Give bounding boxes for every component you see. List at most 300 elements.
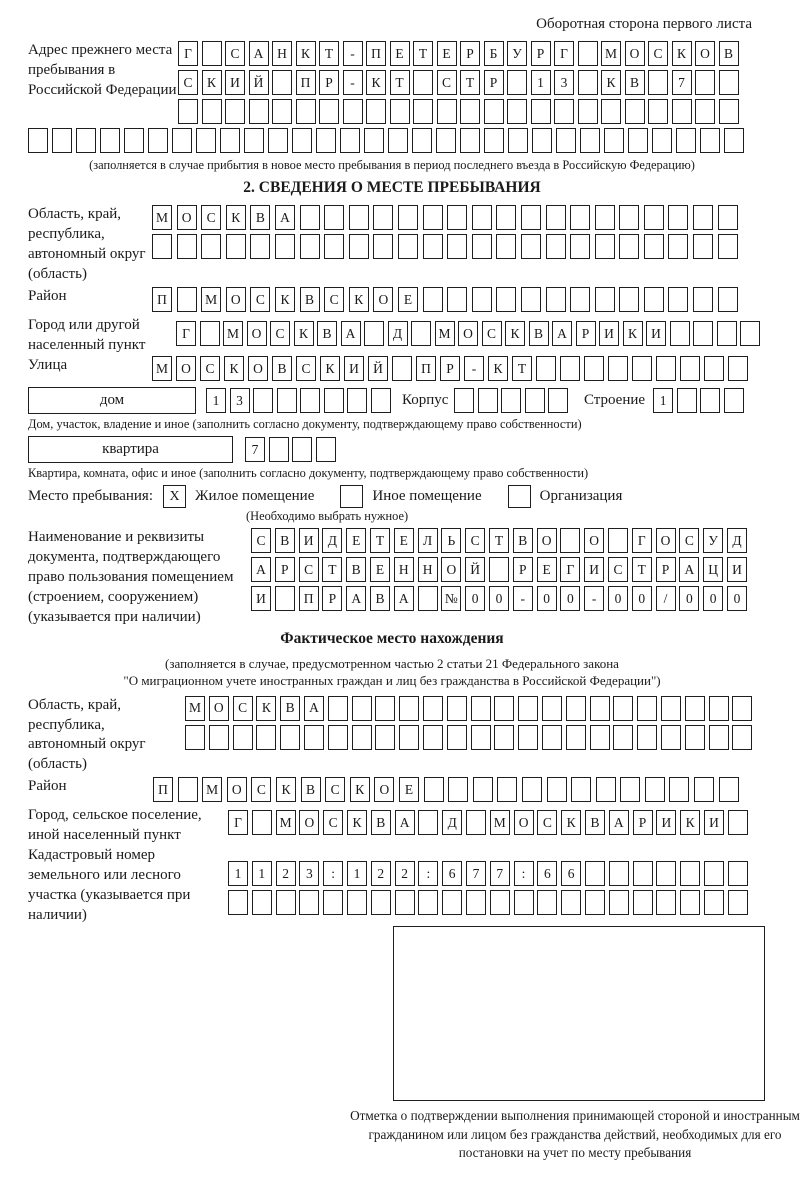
form-cell: Д — [322, 528, 342, 553]
form-cell: К — [349, 287, 369, 312]
form-cell: П — [299, 586, 319, 611]
form-cell — [546, 205, 566, 230]
form-cell — [418, 890, 438, 915]
form-cell — [226, 234, 246, 259]
cell-row — [178, 99, 742, 124]
form-cell — [423, 234, 443, 259]
form-cell — [447, 287, 467, 312]
form-cell — [472, 287, 492, 312]
form-cell — [719, 777, 739, 802]
form-cell — [447, 205, 467, 230]
form-cell — [518, 696, 538, 721]
actual-location-caption-2: "О миграционном учете иностранных граждан и лиц без гражданства в Российской Федерации") — [123, 672, 661, 688]
field-region-2 — [28, 696, 756, 776]
form-cell — [473, 777, 493, 802]
form-cell — [578, 99, 598, 124]
cell-row — [185, 725, 756, 750]
form-cell — [148, 128, 168, 153]
form-cell — [233, 725, 253, 750]
form-cell: / — [656, 586, 676, 611]
form-cell: 3 — [554, 70, 574, 95]
cell-row — [152, 205, 742, 230]
stroenie-cells — [653, 388, 747, 413]
district-2-cells — [153, 777, 743, 806]
form-cell: - — [464, 356, 484, 381]
form-cell — [521, 205, 541, 230]
form-cell — [328, 725, 348, 750]
cell-row — [251, 586, 751, 611]
form-cell — [201, 234, 221, 259]
form-cell: 0 — [727, 586, 747, 611]
form-cell: Ь — [441, 528, 461, 553]
prev-address-cells — [178, 41, 742, 128]
form-cell: О — [299, 810, 319, 835]
form-cell: Р — [460, 41, 480, 66]
form-cell: О — [374, 777, 394, 802]
form-cell: М — [490, 810, 510, 835]
form-cell: 3 — [299, 861, 319, 886]
form-cell — [418, 810, 438, 835]
form-cell: К — [505, 321, 525, 346]
form-cell — [364, 321, 384, 346]
form-cell — [604, 128, 624, 153]
form-cell: Й — [465, 557, 485, 582]
form-cell: О — [441, 557, 461, 582]
form-cell — [423, 287, 443, 312]
form-cell: 0 — [465, 586, 485, 611]
form-cell: 6 — [561, 861, 581, 886]
field-document — [28, 528, 756, 628]
form-cell: А — [609, 810, 629, 835]
form-cell — [324, 234, 344, 259]
form-cell — [268, 128, 288, 153]
form-cell — [507, 70, 527, 95]
form-cell — [178, 99, 198, 124]
district-label: Район — [28, 287, 67, 304]
region-label: Область, край, республика, автономный округ (область) — [28, 206, 146, 282]
form-cell: Р — [576, 321, 596, 346]
form-cell: Г — [560, 557, 580, 582]
form-cell — [554, 99, 574, 124]
form-cell — [718, 234, 738, 259]
form-cell — [590, 696, 610, 721]
form-cell: С — [465, 528, 485, 553]
form-cell — [595, 205, 615, 230]
field-city — [28, 316, 756, 356]
apartment-caption: Квартира, комната, офис и иное (заполнить согласно документу, подтверждающему право собственности) — [28, 465, 589, 480]
form-cell — [700, 128, 720, 153]
form-cell — [704, 861, 724, 886]
form-cell — [466, 810, 486, 835]
form-cell — [496, 205, 516, 230]
form-cell — [525, 388, 545, 413]
form-cell: 0 — [632, 586, 652, 611]
form-cell: И — [299, 528, 319, 553]
form-cell — [292, 128, 312, 153]
form-cell: О — [248, 356, 268, 381]
form-cell — [399, 696, 419, 721]
field-region — [28, 205, 756, 285]
form-cell — [252, 890, 272, 915]
checkbox-residential: X — [163, 485, 186, 508]
form-cell — [632, 356, 652, 381]
form-cell — [373, 234, 393, 259]
form-cell — [732, 696, 752, 721]
confirmation-stamp-caption: Отметка о подтверждении выполнения принимающей стороной и иностранным гражданином или лицом без гражданства действий, необходимых для его постановки на учет по месту пребывания — [350, 1107, 800, 1161]
form-cell: О — [695, 41, 715, 66]
form-cell: 0 — [489, 586, 509, 611]
form-cell — [472, 234, 492, 259]
form-cell: 7 — [672, 70, 692, 95]
form-cell — [668, 205, 688, 230]
form-cell: К — [224, 356, 244, 381]
form-cell: Т — [460, 70, 480, 95]
form-cell — [560, 356, 580, 381]
form-cell — [275, 234, 295, 259]
form-cell: : — [323, 861, 343, 886]
form-cell — [494, 696, 514, 721]
form-cell — [693, 205, 713, 230]
form-cell: Д — [442, 810, 462, 835]
form-cell — [521, 234, 541, 259]
form-cell — [652, 128, 672, 153]
field-cadastral — [28, 846, 756, 926]
form-cell — [668, 234, 688, 259]
form-cell — [680, 861, 700, 886]
form-cell — [340, 128, 360, 153]
form-cell: А — [346, 586, 366, 611]
form-cell: К — [601, 70, 621, 95]
form-cell — [633, 890, 653, 915]
section2-title: 2. СВЕДЕНИЯ О МЕСТЕ ПРЕБЫВАНИЯ — [243, 179, 541, 197]
form-cell: И — [584, 557, 604, 582]
field-stay-type — [28, 485, 756, 508]
form-cell: А — [304, 696, 324, 721]
form-cell — [740, 321, 760, 346]
form-cell: К — [488, 356, 508, 381]
cell-row — [228, 861, 752, 886]
form-cell: К — [680, 810, 700, 835]
form-cell — [177, 287, 197, 312]
form-cell — [656, 861, 676, 886]
prev-address-label: Адрес прежнего места пребывания в Российской Федерации — [28, 42, 177, 98]
form-cell: 6 — [537, 861, 557, 886]
form-cell: И — [344, 356, 364, 381]
actual-location-title: Фактическое место нахождения — [280, 629, 504, 647]
form-cell: Т — [512, 356, 532, 381]
form-cell — [364, 128, 384, 153]
form-cell — [343, 99, 363, 124]
form-cell: Т — [489, 528, 509, 553]
form-cell — [272, 70, 292, 95]
form-cell: 7 — [466, 861, 486, 886]
field-street — [28, 356, 756, 385]
form-cell — [185, 725, 205, 750]
cadastral-cells — [228, 846, 752, 919]
form-cell — [277, 388, 297, 413]
form-cell: Т — [322, 557, 342, 582]
form-cell: О — [227, 777, 247, 802]
house-cells — [206, 388, 394, 413]
form-cell — [352, 696, 372, 721]
form-cell: 6 — [442, 861, 462, 886]
form-cell: А — [395, 810, 415, 835]
form-cell: - — [343, 70, 363, 95]
form-cell — [202, 41, 222, 66]
form-cell: № — [441, 586, 461, 611]
form-cell: С — [233, 696, 253, 721]
form-cell: П — [366, 41, 386, 66]
form-cell — [437, 99, 457, 124]
form-cell: Й — [368, 356, 388, 381]
form-cell — [570, 234, 590, 259]
form-cell: 0 — [537, 586, 557, 611]
form-cell — [484, 99, 504, 124]
form-cell: С — [251, 528, 271, 553]
form-cell — [590, 725, 610, 750]
form-cell — [371, 890, 391, 915]
form-cell — [580, 128, 600, 153]
cell-row — [251, 557, 751, 582]
form-cell: Р — [275, 557, 295, 582]
form-cell: 1 — [252, 861, 272, 886]
form-cell — [644, 205, 664, 230]
form-cell: Н — [418, 557, 438, 582]
form-cell: Т — [319, 41, 339, 66]
form-cell: К — [347, 810, 367, 835]
form-cell — [518, 725, 538, 750]
form-cell — [466, 890, 486, 915]
cell-row — [153, 777, 743, 802]
form-cell: С — [648, 41, 668, 66]
district-cells — [152, 287, 742, 316]
form-cell: К — [366, 70, 386, 95]
form-cell: В — [250, 205, 270, 230]
field-district — [28, 287, 756, 316]
form-cell — [680, 890, 700, 915]
form-cell: Р — [513, 557, 533, 582]
form-cell: Н — [272, 41, 292, 66]
form-cell: М — [201, 287, 221, 312]
form-cell — [670, 321, 690, 346]
form-cell — [566, 696, 586, 721]
form-cell: М — [223, 321, 243, 346]
form-cell: П — [296, 70, 316, 95]
form-cell: - — [343, 41, 363, 66]
option-organization-label: Организация — [539, 488, 623, 504]
form-cell — [584, 356, 604, 381]
form-cell — [693, 234, 713, 259]
form-cell: Е — [398, 287, 418, 312]
form-cell — [388, 128, 408, 153]
form-cell — [454, 388, 474, 413]
form-cell — [228, 890, 248, 915]
form-cell — [484, 128, 504, 153]
form-cell — [521, 287, 541, 312]
form-cell: Т — [413, 41, 433, 66]
form-cell — [352, 725, 372, 750]
form-cell — [319, 99, 339, 124]
form-cell: К — [294, 321, 314, 346]
cell-row — [185, 696, 756, 721]
form-cell — [272, 99, 292, 124]
field-apartment — [28, 436, 756, 463]
form-cell — [648, 70, 668, 95]
form-cell: : — [418, 861, 438, 886]
form-cell: Г — [178, 41, 198, 66]
form-cell — [601, 99, 621, 124]
form-cell — [300, 388, 320, 413]
form-cell — [250, 234, 270, 259]
form-cell: 2 — [395, 861, 415, 886]
form-cell: В — [300, 287, 320, 312]
form-cell — [269, 437, 289, 462]
form-cell: 7 — [245, 437, 265, 462]
form-cell — [249, 99, 269, 124]
form-cell: О — [514, 810, 534, 835]
form-cell — [489, 557, 509, 582]
form-cell — [680, 356, 700, 381]
form-cell: С — [679, 528, 699, 553]
form-cell — [328, 696, 348, 721]
form-cell: Й — [249, 70, 269, 95]
city-label: Город или другой населенный пункт — [28, 316, 146, 353]
form-cell — [704, 890, 724, 915]
form-cell: М — [152, 356, 172, 381]
form-cell — [532, 128, 552, 153]
form-cell — [28, 128, 48, 153]
form-cell — [152, 234, 172, 259]
form-cell — [253, 388, 273, 413]
form-cell: С — [324, 287, 344, 312]
form-cell: О — [226, 287, 246, 312]
form-cell — [522, 777, 542, 802]
form-cell — [324, 388, 344, 413]
form-cell: В — [280, 696, 300, 721]
form-cell: П — [153, 777, 173, 802]
form-cell: С — [437, 70, 457, 95]
form-cell: О — [584, 528, 604, 553]
form-cell: Е — [399, 777, 419, 802]
form-cell — [280, 725, 300, 750]
form-cell: У — [507, 41, 527, 66]
form-cell — [276, 890, 296, 915]
form-cell — [619, 234, 639, 259]
form-cell — [299, 890, 319, 915]
form-cell: В — [275, 528, 295, 553]
form-cell — [728, 861, 748, 886]
form-cell — [585, 861, 605, 886]
form-cell — [619, 287, 639, 312]
prev-address-overflow-row — [28, 128, 756, 153]
form-cell: - — [513, 586, 533, 611]
region-2-cells — [185, 696, 756, 754]
form-cell: К — [202, 70, 222, 95]
form-cell: 1 — [347, 861, 367, 886]
form-cell: Д — [388, 321, 408, 346]
korpus-cells — [454, 388, 572, 413]
korpus-label: Корпус — [402, 391, 449, 408]
form-cell — [595, 287, 615, 312]
form-cell — [447, 234, 467, 259]
form-cell — [570, 287, 590, 312]
form-cell — [719, 70, 739, 95]
form-cell — [644, 234, 664, 259]
form-cell — [648, 99, 668, 124]
form-cell — [347, 890, 367, 915]
form-cell: К — [275, 287, 295, 312]
form-cell: С — [201, 205, 221, 230]
form-cell — [546, 287, 566, 312]
form-cell: 0 — [703, 586, 723, 611]
form-cell — [390, 99, 410, 124]
form-cell — [256, 725, 276, 750]
form-cell — [371, 388, 391, 413]
form-cell — [685, 696, 705, 721]
form-cell: К — [623, 321, 643, 346]
form-cell — [304, 725, 324, 750]
form-cell — [531, 99, 551, 124]
form-cell: В — [371, 810, 391, 835]
form-cell — [375, 725, 395, 750]
form-cell: А — [394, 586, 414, 611]
form-cell — [347, 388, 367, 413]
form-cell: А — [275, 205, 295, 230]
form-cell: Е — [390, 41, 410, 66]
cell-row — [228, 810, 752, 835]
form-cell — [628, 128, 648, 153]
form-cell: О — [373, 287, 393, 312]
form-cell — [619, 205, 639, 230]
form-cell — [709, 696, 729, 721]
form-cell: В — [317, 321, 337, 346]
city-cells — [176, 316, 764, 350]
form-cell: П — [416, 356, 436, 381]
street-label: Улица — [28, 356, 68, 373]
cell-row — [152, 356, 752, 381]
form-cell — [693, 287, 713, 312]
apartment-box-label: квартира — [28, 436, 233, 463]
field-district-2 — [28, 777, 756, 806]
form-cell — [196, 128, 216, 153]
form-cell — [316, 437, 336, 462]
form-cell — [460, 99, 480, 124]
form-cell — [442, 890, 462, 915]
form-cell — [395, 890, 415, 915]
form-cell — [637, 696, 657, 721]
cell-row — [152, 234, 742, 259]
form-cell — [656, 356, 676, 381]
form-cell — [478, 388, 498, 413]
document-label: Наименование и реквизиты документа, подтверждающего право пользования помещением (строением, сооружением) (указывается при наличии) — [28, 529, 234, 625]
form-cell — [316, 128, 336, 153]
form-cell — [100, 128, 120, 153]
form-cell — [556, 128, 576, 153]
stay-type-caption: (Необходимо выбрать нужное) — [246, 509, 409, 523]
form-cell — [694, 777, 714, 802]
form-cell — [177, 234, 197, 259]
form-cell: М — [185, 696, 205, 721]
form-cell — [728, 810, 748, 835]
form-cell: Б — [484, 41, 504, 66]
region-cells — [152, 205, 742, 263]
form-cell — [728, 890, 748, 915]
form-cell: О — [176, 356, 196, 381]
cell-row — [178, 70, 742, 95]
form-cell — [719, 99, 739, 124]
form-cell: М — [202, 777, 222, 802]
form-cell: О — [625, 41, 645, 66]
